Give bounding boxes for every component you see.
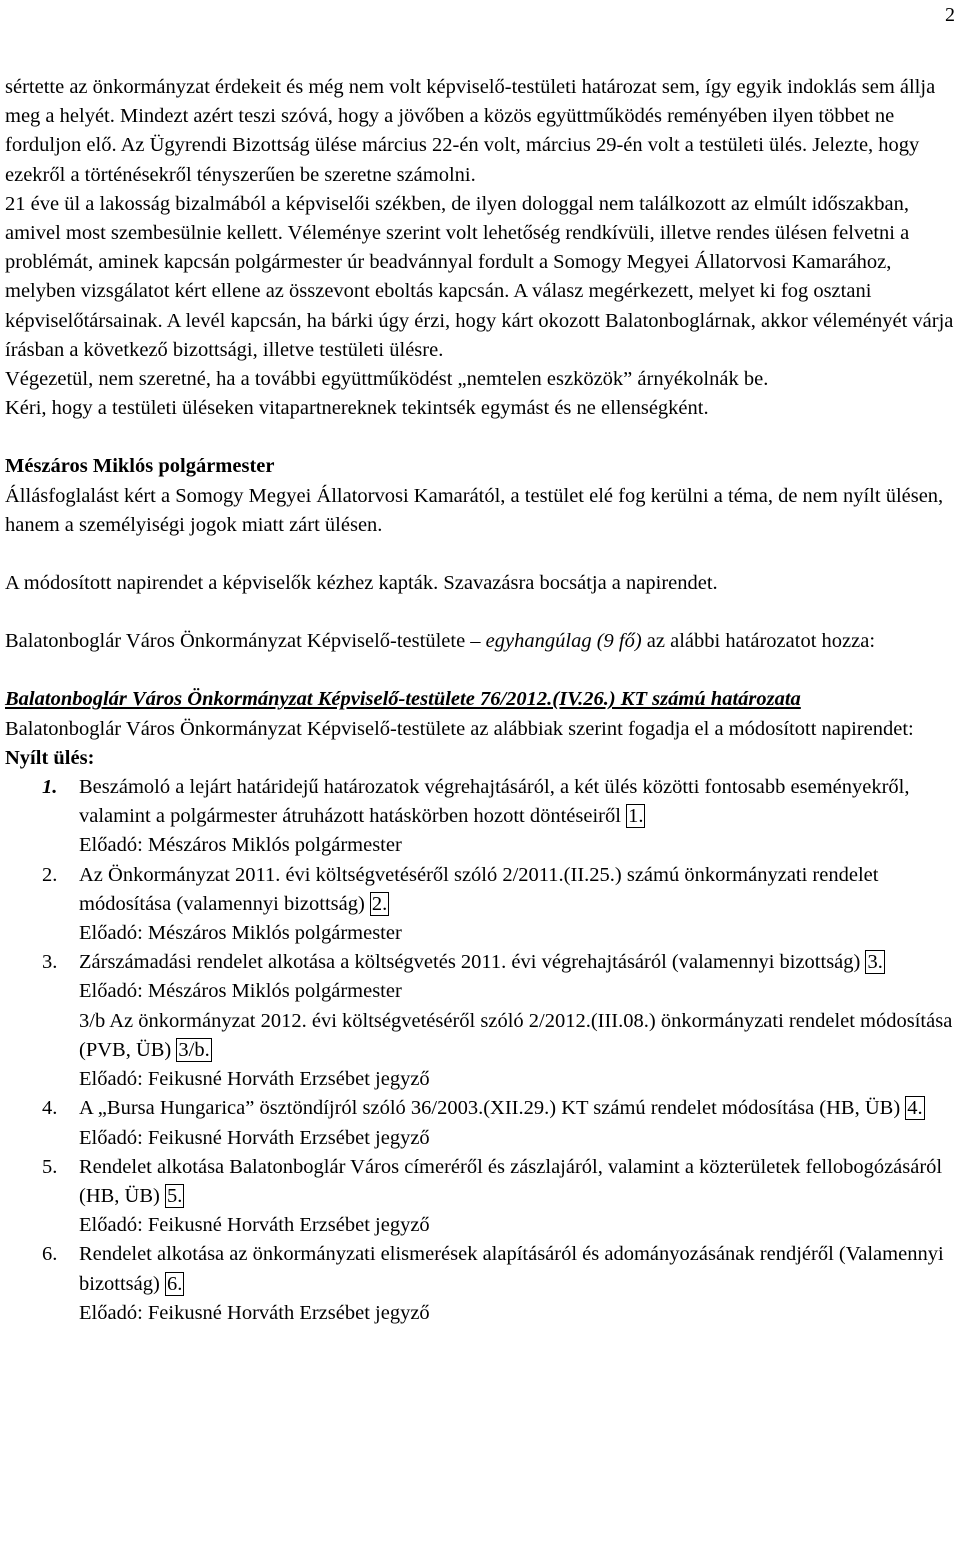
agenda-list: [5, 773, 955, 1328]
attachment-link[interactable]: 3/b.: [178, 1038, 210, 1061]
agenda-note: A módosított napirendet a képviselők kézhez kapták. Szavazásra bocsátja a napirendet.: [5, 572, 718, 595]
attachment-link[interactable]: 6.: [166, 1272, 183, 1295]
agenda-item-number: 5.: [42, 1155, 58, 1178]
attachment-link[interactable]: 3.: [867, 951, 883, 974]
agenda-item-presenter: Előadó: Mészáros Miklós polgármester: [79, 922, 402, 945]
resolution-title: Balatonboglár Város Önkormányzat Képviselő-testülete 76/2012.(IV.26.) KT számú határozata: [5, 688, 801, 711]
resolution-text: Balatonboglár Város Önkormányzat Képviselő-testülete az alábbiak szerint fogadja el a módosított napirendet:: [5, 717, 914, 740]
agenda-item-presenter: Előadó: Feikusné Horváth Erzsébet jegyző: [79, 1068, 430, 1091]
agenda-item: [5, 948, 955, 1006]
agenda-item-number: 1.: [42, 776, 58, 799]
agenda-item-number: 4.: [42, 1097, 58, 1120]
agenda-item: [5, 1007, 955, 1095]
agenda-item: [5, 861, 955, 949]
speaker-name: Mészáros Miklós polgármester: [5, 455, 275, 478]
agenda-item-presenter: Előadó: Feikusné Horváth Erzsébet jegyző: [79, 1301, 430, 1324]
vote-result: egyhangúlag (9 fő): [485, 630, 642, 653]
agenda-item-text: Az Önkormányzat 2011. évi költségvetéséről szóló 2/2011.(II.25.) számú önkormányzati rendelet módosítása (valamennyi bizottság): [79, 863, 879, 915]
paragraph-statement: 21 éve ül a lakosság bizalmából a képviselői székben, de ilyen dologgal nem találkozott az elmúlt időszakban, amivel most szembesülnie kellett. Véleménye szerint volt lehetőség rendkívüli, illetve rendes ülésen felvetni a problémát, aminek kapcsán polgármester úr beadvánnyal fordult a Somogy Megyei Állatorvosi Kamarához, melyben vizsgálatot kért ellene az összevont eboltás kapcsán. A válasz megérkezett, melyet ki fog osztani képviselőtársainak. A levél kapcsán, ha bárki úgy érzi, hogy kárt okozott Balatonboglárnak, akkor véleményét várja írásban a következő bizottsági, illetve testületi ülésre.: [5, 192, 954, 361]
paragraph-intro: sértette az önkormányzat érdekeit és még nem volt képviselő-testületi határozat sem, így egyik indoklás sem állja meg a helyét. Mindezt azért teszi szóvá, hogy a jövőben a közös együttműködés reményében ilyen többet ne forduljon elő. Az Ügyrendi Bizottság ülése március 22-én volt, március 29-én volt a testületi ülés. Jelezte, hogy ezekről a történésekről tényszerűen be szeretne számolni.: [5, 76, 936, 186]
agenda-item-text: Zárszámadási rendelet alkotása a költségvetés 2011. évi végrehajtásáról (valamennyi bizottság): [79, 951, 866, 974]
open-session-heading: Nyílt ülés:: [5, 746, 95, 769]
vote-prefix: Balatonboglár Város Önkormányzat Képviselő-testülete –: [5, 630, 486, 653]
agenda-item-text: Rendelet alkotása az önkormányzati elismerések alapításáról és adományozásának rendjéről (Valamennyi bizottság): [79, 1243, 944, 1295]
agenda-item: [5, 1153, 955, 1241]
agenda-item-number: 3.: [42, 951, 58, 974]
attachment-link[interactable]: 4.: [907, 1097, 923, 1120]
agenda-item: [5, 773, 955, 861]
paragraph-request: Kéri, hogy a testületi üléseken vitapartnereknek tekintsék egymást és ne ellenségként.: [5, 397, 709, 420]
document-page: [5, 0, 955, 1328]
attachment-link[interactable]: 2.: [371, 892, 388, 915]
agenda-item-text: A „Bursa Hungarica” ösztöndíjról szóló 36/2003.(XII.29.) KT számú rendelet módosítása (HB, ÜB): [79, 1097, 906, 1120]
paragraph-closing: Végezetül, nem szeretné, ha a további együttműködést „nemtelen eszközök” árnyékolnák be.: [5, 368, 769, 391]
agenda-item-text: Rendelet alkotása Balatonboglár Város címeréről és zászlajáról, valamint a közterületek fellobogózásáról (HB, ÜB): [79, 1155, 943, 1207]
agenda-item-presenter: Előadó: Mészáros Miklós polgármester: [79, 834, 402, 857]
agenda-item-text: Beszámoló a lejárt határidejű határozatok végrehajtásáról, a két ülés közötti fontosabb eseményekről, valamint a polgármester átruházott hatáskörben hozott döntéseiről: [79, 776, 910, 828]
agenda-item-number: 2.: [42, 863, 58, 886]
vote-suffix: az alábbi határozatot hozza:: [641, 630, 876, 653]
vote-statement: [5, 627, 955, 656]
agenda-item: [5, 1240, 955, 1328]
agenda-item-text: 3/b Az önkormányzat 2012. évi költségvetéséről szóló 2/2012.(III.08.) önkormányzati rendelet módosítása (PVB, ÜB): [79, 1009, 953, 1061]
agenda-item-presenter: Előadó: Feikusné Horváth Erzsébet jegyző: [79, 1126, 430, 1149]
attachment-link[interactable]: 1.: [628, 805, 644, 828]
agenda-item-number: [5, 1007, 79, 1095]
agenda-item-presenter: Előadó: Feikusné Horváth Erzsébet jegyző: [79, 1214, 430, 1237]
agenda-item: [5, 1094, 955, 1152]
page-number: 2: [945, 4, 955, 26]
speaker-text: Állásfoglalást kért a Somogy Megyei Állatorvosi Kamarától, a testület elé fog kerülni a téma, de nem nyílt ülésen, hanem a személyiségi jogok miatt zárt ülésen.: [5, 484, 944, 536]
attachment-link[interactable]: 5.: [166, 1184, 183, 1207]
agenda-item-presenter: Előadó: Mészáros Miklós polgármester: [79, 980, 402, 1003]
agenda-item-number: 6.: [42, 1243, 58, 1266]
